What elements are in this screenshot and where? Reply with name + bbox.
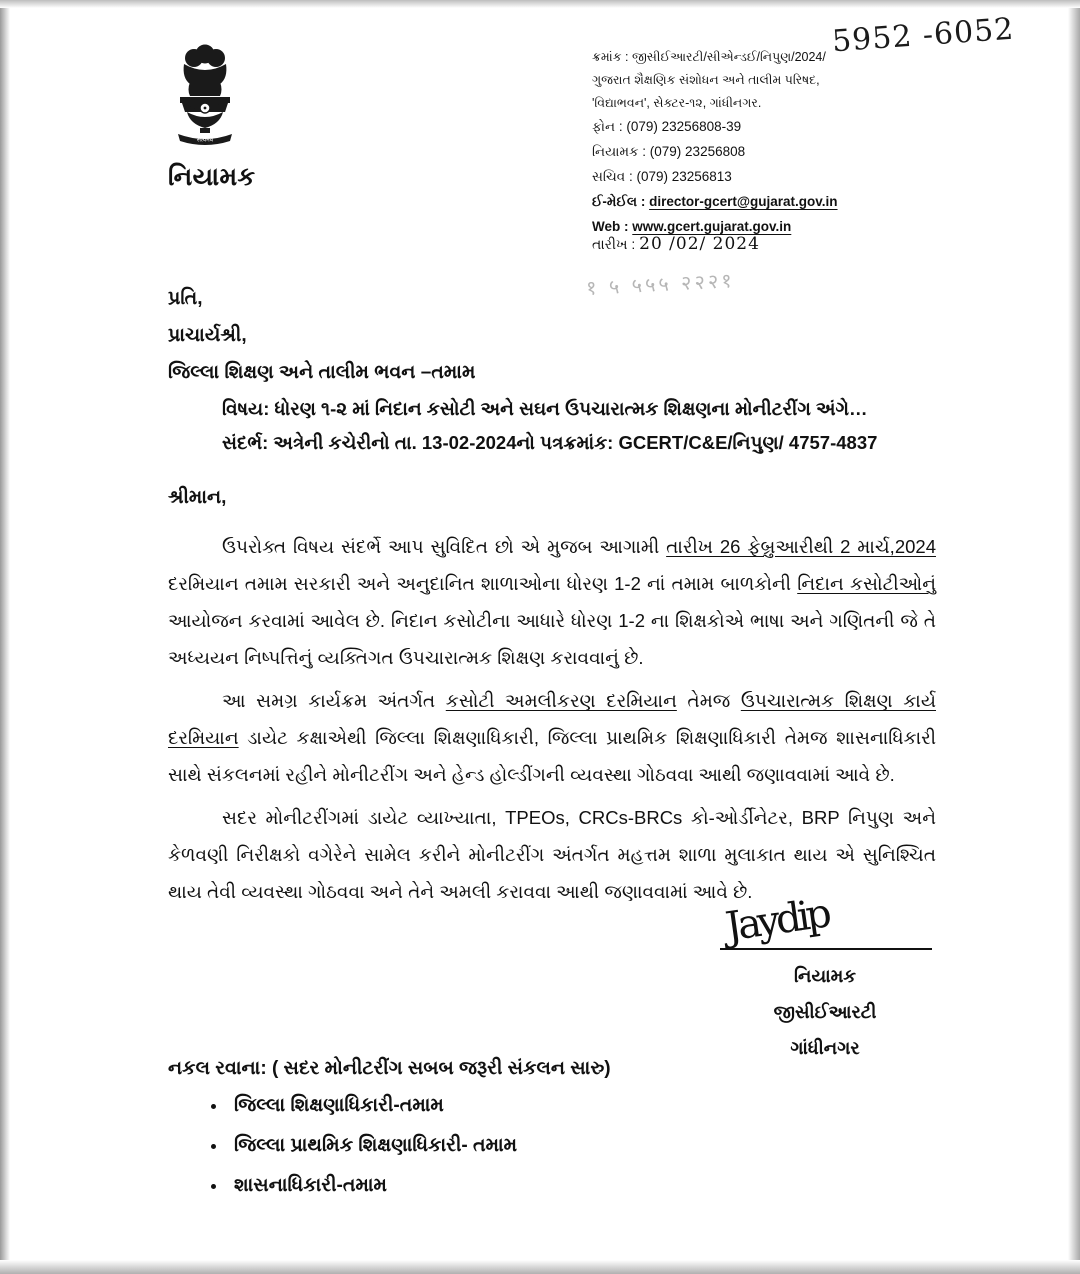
- handwritten-signature: Jaydip: [722, 890, 831, 951]
- para2-underline-1: કસોટી અમલીકરણ દરમિયાન: [445, 690, 677, 711]
- para2-text-c: ડાયેટ કક્ષાએથી જિલ્લા શિક્ષણાધિકારી, જિલ્લા પ્રાથમિક શિક્ષણાધિકારી તેમજ શાસનાધિકારી સાથે સંકલનમાં રહીને મોનીટરીંગ અને હેન્ડ હોલ્ડીંગની વ્યવસ્થા ગોઠવવા આથી જણાવવામાં આવે છે.: [168, 727, 936, 785]
- copy-to-title: નકલ રવાના: ( સદર મોનીટરીંગ સબબ જરૂરી સંકલન સારુ): [168, 1058, 611, 1079]
- date-value: 20 /02/ 2024: [639, 234, 760, 254]
- subject-line: વિષય: ધોરણ ૧-૨ માં નિદાન કસોટી અને સઘન ઉપચારાત્મક શિક્ષણના મોનીટરીંગ અંગે…: [222, 398, 868, 419]
- addressee-block: [168, 280, 475, 391]
- body-paragraph-2: [168, 682, 936, 793]
- list-item: • જિલ્લા શિક્ષણાધિકારી-તમામ: [228, 1086, 517, 1126]
- email-address[interactable]: director-gcert@gujarat.gov.in: [649, 194, 838, 210]
- handwritten-faint-mark: १ ५ ५५५ २२२१: [585, 268, 736, 300]
- web-label: Web :: [592, 219, 629, 235]
- signatory-city: ગાંધીનગર: [790, 1038, 860, 1058]
- para1-text-b: દરમિયાન તમામ સરકારી અને અનુદાનિત શાળાઓના ધોરણ 1-2 નાં તમામ બાળકોની: [168, 573, 798, 594]
- india-state-emblem-icon: [170, 42, 240, 150]
- para2-underline-2: ઉપચારાત્મક શિક્ષણ કાર્ય દરમિયાન: [168, 690, 936, 748]
- organization-line-2: 'વિદ્યાભવન', સેક્ટર-૧૨, ગાંધીનગર.: [592, 96, 762, 111]
- secretary-phone-line: સચિવ : (079) 23256813: [592, 169, 732, 185]
- website-address[interactable]: www.gcert.gujarat.gov.in: [632, 219, 792, 235]
- email-label: ઈ-મેઈલ :: [592, 194, 646, 210]
- letter-date: [592, 234, 760, 254]
- signature-rule: [720, 948, 932, 950]
- reference-line: સંદર્ભ: અત્રેની કચેરીનો તા. 13-02-2024નો પત્રક્રમાંક: GCERT/C&E/નિપુણ/ 4757-4837: [222, 432, 878, 454]
- addressee-line-1: પ્રતિ,: [168, 288, 203, 309]
- para1-underline-1: તારીખ 26 ફેબ્રુઆરીથી 2 માર્ચ,2024: [666, 536, 936, 557]
- reference-number-line: ક્રમાંક : જીસીઈઆરટી/સીએન્ડઈ/નિપુણ/2024/: [592, 50, 826, 64]
- letterhead-designation: નિયામક: [168, 163, 256, 191]
- scan-edge-top: [0, 0, 1080, 8]
- salutation: શ્રીમાન,: [168, 487, 227, 508]
- addressee-line-2: પ્રાચાર્યશ્રી,: [168, 325, 247, 347]
- para2-text-b: તેમજ: [676, 690, 741, 711]
- signatory-designation: નિયામક: [793, 966, 857, 986]
- addressee-line-3: જિલ્લા શિક્ષણ અને તાલીમ ભવન –તમામ: [168, 362, 476, 384]
- list-item: • શાસનાધિકારી-તમામ: [228, 1166, 517, 1206]
- letter-body: [168, 528, 936, 916]
- body-paragraph-3: સદર મોનીટરીંગમાં ડાયેટ વ્યાખ્યાતા, TPEOs, CRCs-BRCs કો-ઓર્ડીનેટર, BRP નિપુણ અને કેળવણી નિરીક્ષકો વગેરેને સામેલ કરીને મોનીટરીંગ અંતર્ગત મહત્તમ શાળા મુલાકાત થાય એ સુનિશ્ચિત થાય તેવી વ્યવસ્થા ગોઠવવા અને તેને અમલી કરાવવા આથી જણાવવામાં આવે છે.: [168, 807, 936, 902]
- para1-underline-2: નિદાન કસોટીઓનું: [797, 573, 936, 594]
- director-phone-line: નિયામક : (079) 23256808: [592, 144, 746, 160]
- scan-edge-right: [1068, 0, 1080, 1274]
- para2-text-a: આ સમગ્ર કાર્યક્રમ અંતર્ગત: [222, 690, 446, 711]
- date-label: તારીખ :: [592, 236, 636, 252]
- scan-edge-bottom: [0, 1260, 1080, 1274]
- signatory-organization: જીસીઈઆરટી: [773, 1002, 877, 1022]
- para1-text-a: ઉપરોક્ત વિષય સંદર્ભે આપ સુવિદિત છો એ મુજબ આગામી: [222, 536, 667, 557]
- organization-line-1: ગુજરાત શૈક્ષણિક સંશોધન અને તાલીમ પરિષદ,: [592, 73, 820, 88]
- body-paragraph-1: [168, 528, 936, 676]
- phone-line: ફોન : (079) 23256808-39: [592, 119, 742, 135]
- list-item: • જિલ્લા પ્રાથમિક શિક્ષણાધિકારી- તમામ: [228, 1126, 517, 1166]
- letterhead-contact-block: [592, 46, 1022, 240]
- scan-edge-left: [0, 0, 10, 1274]
- para1-text-c: આયોજન કરવામાં આવેલ છે. નિદાન કસોટીના આધારે ધોરણ 1-2 ના શિક્ષકોએ ભાષા અને ગણિતની જે તે અધ્યયન નિષ્પત્તિનું વ્યક્તિગત ઉપચારાત્મક શિક્ષણ કરાવવાનું છે.: [168, 610, 936, 668]
- subject-block: [222, 392, 982, 460]
- signatory-block: [700, 958, 950, 1066]
- handwritten-reference-number: 5952 -6052: [831, 11, 1016, 60]
- svg-text:सत्यमेव: सत्यमेव: [196, 136, 214, 144]
- copy-to-list: [200, 1086, 517, 1206]
